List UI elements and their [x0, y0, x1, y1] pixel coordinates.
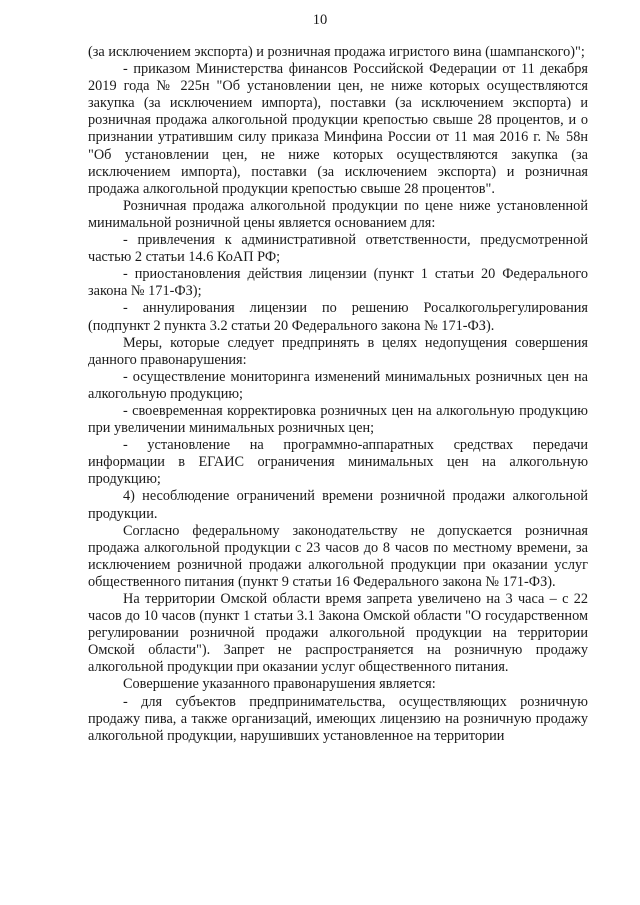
document-body [88, 44, 588, 745]
paragraph: - приостановления действия лицензии (пункт 1 статьи 20 Федерального закона № 171-ФЗ); [88, 266, 588, 300]
paragraph: 4) несоблюдение ограничений времени розничной продажи алкогольной продукции. [88, 488, 588, 522]
paragraph: - установление на программно-аппаратных средствах передачи информации в ЕГАИС ограничения минимальных цен на алкогольную продукцию; [88, 437, 588, 488]
paragraph: На территории Омской области время запрета увеличено на 3 часа – с 22 часов до 10 часов (пункт 1 статьи 3.1 Закона Омской области "О государственном регулировании розничной продажи алкогольной продукции на территории Омской области"). Запрет не распространяется на розничную продажу алкогольной продукции при оказании услуг общественного питания. [88, 591, 588, 676]
paragraph: - для субъектов предпринимательства, осуществляющих розничную продажу пива, а также организаций, имеющих лицензию на розничную продажу алкогольной продукции, нарушивших установленное на территории [88, 693, 588, 744]
paragraph: Согласно федеральному законодательству не допускается розничная продажа алкогольной продукции с 23 часов до 8 часов по местному времени, за исключением розничной продажи алкогольной продукции при оказании услуг общественного питания (пункт 9 статьи 16 Федерального закона № 171-ФЗ). [88, 522, 588, 590]
paragraph: (за исключением экспорта) и розничная продажа игристого вина (шампанского)"; [88, 44, 585, 60]
paragraph: - приказом Министерства финансов Российской Федерации от 11 декабря 2019 года № 225н "Об установлении цен, не ниже которых осуществляются закупка (за исключением импорта), поставки (за исключением экспорта) и розничная продажа алкогольной продукции крепостью свыше 28 процентов, и о признании утратившим силу приказа Минфина России от 11 мая 2016 г. № 58н "Об установлении цен, не ниже которых осуществляются закупка (за исключением импорта), поставки (за исключением экспорта) и розничная продажа алкогольной продукции крепостью свыше 28 процентов". [88, 61, 588, 197]
paragraph: - привлечения к административной ответственности, предусмотренной частью 2 статьи 14.6 КоАП РФ; [88, 232, 588, 266]
paragraph: - своевременная корректировка розничных цен на алкогольную продукцию при увеличении минимальных розничных цен; [88, 402, 588, 437]
page-number: 10 [312, 12, 328, 28]
paragraph: - аннулирования лицензии по решению Росалкогольрегулирования (подпункт 2 пункта 3.2 статьи 20 Федерального закона № 171-ФЗ). [88, 300, 588, 334]
paragraph: Розничная продажа алкогольной продукции по цене ниже установленной минимальной розничной цены является основанием для: [88, 197, 588, 231]
paragraph: Меры, которые следует предпринять в целях недопущения совершения данного правонарушения: [88, 334, 588, 368]
paragraph: Совершение указанного правонарушения является: [123, 676, 436, 693]
paragraph: - осуществление мониторинга изменений минимальных розничных цен на алкогольную продукцию; [88, 368, 588, 402]
